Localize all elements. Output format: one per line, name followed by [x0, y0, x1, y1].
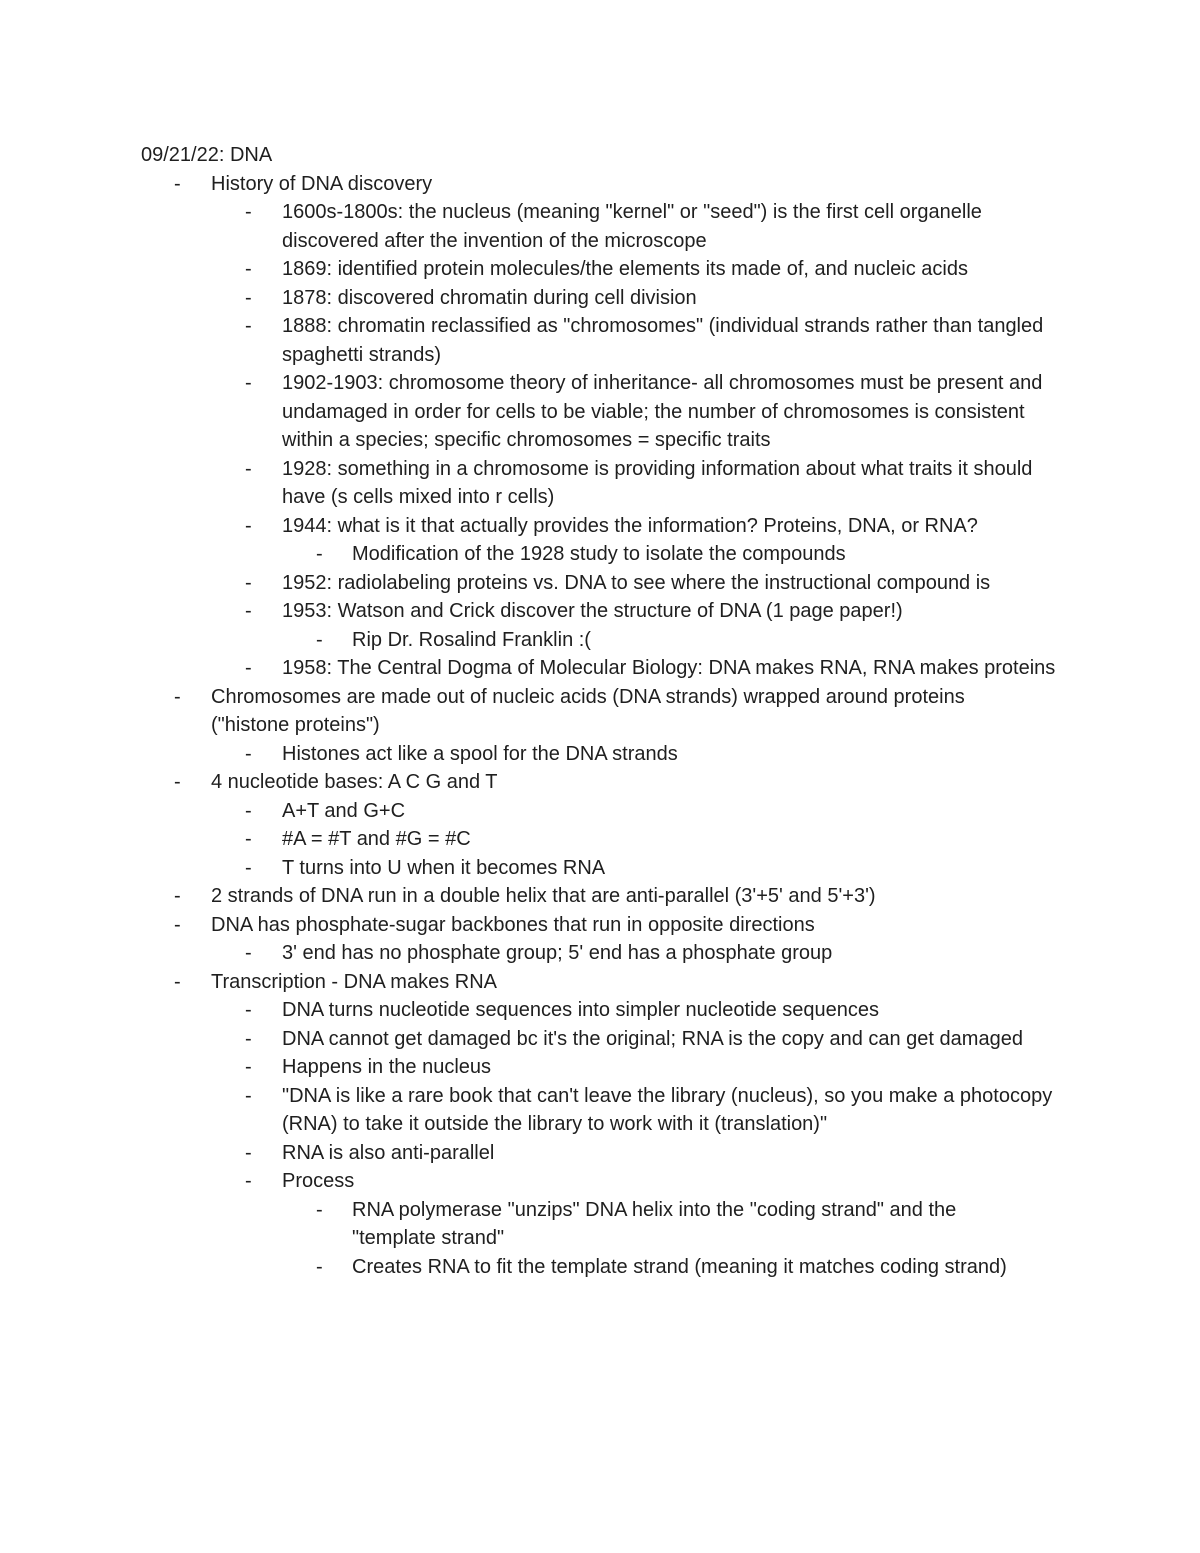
bullet-dash: -: [245, 514, 252, 537]
list-item-text: RNA is also anti-parallel: [282, 1141, 495, 1164]
list-item-text: Transcription - DNA makes RNA: [211, 970, 497, 993]
list-item: [0, 1253, 1200, 1282]
list-item: [0, 1196, 1200, 1253]
list-item: [0, 626, 1200, 655]
list-item-text: 1902-1903: chromosome theory of inheritance- all chromosomes must be present and undamaged in order for cells to be viable; the number of chromosomes is consistent within a species; specific chromosomes = specific traits: [282, 372, 1043, 451]
bullet-dash: -: [174, 172, 181, 195]
list-item-text: "DNA is like a rare book that can't leave the library (nucleus), so you make a photocopy (RNA) to take it outside the library to work with it (translation)": [282, 1084, 1053, 1135]
list-item: [0, 1167, 1200, 1196]
bullet-dash: -: [174, 970, 181, 993]
list-item-text: 1878: discovered chromatin during cell division: [282, 286, 697, 309]
list-item-text: 1953: Watson and Crick discover the structure of DNA (1 page paper!): [282, 600, 903, 622]
list-item-text: RNA polymerase "unzips" DNA helix into the "coding strand" and the "template strand": [352, 1198, 957, 1249]
list-item: [0, 255, 1200, 284]
bullet-dash: -: [174, 771, 181, 793]
list-item-text: Histones act like a spool for the DNA strands: [282, 742, 678, 765]
list-item-text: Modification of the 1928 study to isolate the compounds: [352, 543, 846, 565]
list-item-text: A+T and G+C: [282, 799, 406, 822]
bullet-dash: -: [245, 828, 252, 850]
list-item-text: Process: [282, 1170, 355, 1192]
bullet-dash: -: [245, 856, 252, 879]
list-item: [0, 939, 1200, 968]
bullet-dash: -: [245, 657, 252, 679]
list-item-text: Chromosomes are made out of nucleic acids (DNA strands) wrapped around proteins ("histone proteins"): [211, 685, 965, 736]
list-item-text: 4 nucleotide bases: A C G and T: [211, 771, 498, 793]
list-item-text: Creates RNA to fit the template strand (meaning it matches coding strand): [352, 1255, 1007, 1278]
list-item: [0, 1053, 1200, 1082]
list-item: [0, 854, 1200, 883]
bullet-dash: -: [174, 885, 181, 907]
list-item: [0, 882, 1200, 911]
list-item-text: 1869: identified protein molecules/the elements its made of, and nucleic acids: [282, 258, 968, 280]
bullet-dash: -: [245, 999, 252, 1021]
list-item-text: 2 strands of DNA run in a double helix that are anti-parallel (3'+5' and 5'+3'): [211, 885, 876, 907]
list-item: [0, 455, 1200, 512]
list-item-text: 1928: something in a chromosome is providing information about what traits it should have (s cells mixed into r cells): [282, 457, 1033, 508]
list-item: [0, 825, 1200, 854]
bullet-dash: -: [316, 628, 323, 651]
list-item-text: #A = #T and #G = #C: [282, 828, 471, 850]
bullet-dash: -: [316, 1255, 323, 1278]
list-item-text: History of DNA discovery: [211, 172, 433, 195]
list-item: [0, 512, 1200, 541]
list-item-text: 3' end has no phosphate group; 5' end has a phosphate group: [282, 942, 833, 964]
list-item: [0, 740, 1200, 769]
bullet-dash: -: [245, 1170, 252, 1192]
bullet-dash: -: [245, 315, 252, 337]
bullet-dash: -: [316, 543, 323, 565]
bullet-dash: -: [245, 1027, 252, 1050]
bullet-dash: -: [174, 685, 181, 708]
bullet-dash: -: [316, 1198, 323, 1221]
list-item-text: 1888: chromatin reclassified as "chromosomes" (individual strands rather than tangled spaghetti strands): [282, 315, 1044, 366]
list-item-text: 1952: radiolabeling proteins vs. DNA to see where the instructional compound is: [282, 571, 991, 594]
list-item: [0, 654, 1200, 683]
bullet-dash: -: [245, 201, 252, 223]
list-item: [0, 284, 1200, 313]
list-item: [0, 597, 1200, 626]
bullet-dash: -: [245, 258, 252, 280]
list-item: [0, 996, 1200, 1025]
bullet-dash: -: [245, 1056, 252, 1078]
bullet-outline: [0, 170, 1200, 1282]
list-item: [0, 312, 1200, 369]
list-item: [0, 1082, 1200, 1139]
bullet-dash: -: [245, 1084, 252, 1107]
list-item: [0, 369, 1200, 455]
list-item: [0, 1025, 1200, 1054]
list-item: [0, 683, 1200, 740]
list-item-text: DNA has phosphate-sugar backbones that run in opposite directions: [211, 913, 815, 936]
list-item-text: Rip Dr. Rosalind Franklin :(: [352, 628, 591, 651]
bullet-dash: -: [245, 372, 252, 394]
bullet-dash: -: [174, 913, 181, 936]
bullet-dash: -: [245, 457, 252, 480]
bullet-dash: -: [245, 1141, 252, 1164]
bullet-dash: -: [245, 286, 252, 309]
list-item-text: Happens in the nucleus: [282, 1056, 492, 1078]
list-item-text: 1600s-1800s: the nucleus (meaning "kernel" or "seed") is the first cell organelle discovered after the invention of the microscope: [282, 201, 982, 252]
list-item-text: DNA turns nucleotide sequences into simpler nucleotide sequences: [282, 999, 880, 1021]
list-item: [0, 569, 1200, 598]
list-item-text: DNA cannot get damaged bc it's the original; RNA is the copy and can get damaged: [282, 1027, 1023, 1050]
list-item-text: T turns into U when it becomes RNA: [282, 856, 606, 879]
list-item: [0, 768, 1200, 797]
list-item: [0, 1139, 1200, 1168]
list-item-text: 1944: what is it that actually provides the information? Proteins, DNA, or RNA?: [282, 514, 978, 537]
bullet-dash: -: [245, 600, 252, 622]
bullet-dash: -: [245, 942, 252, 964]
list-item: [0, 911, 1200, 940]
list-item: [0, 968, 1200, 997]
list-item-text: 1958: The Central Dogma of Molecular Biology: DNA makes RNA, RNA makes proteins: [282, 657, 1056, 679]
document-title: 09/21/22: DNA: [141, 144, 273, 166]
list-item: [0, 797, 1200, 826]
list-item: [0, 540, 1200, 569]
bullet-dash: -: [245, 742, 252, 765]
list-item: [0, 198, 1200, 255]
bullet-dash: -: [245, 799, 252, 822]
bullet-dash: -: [245, 571, 252, 594]
list-item: [0, 170, 1200, 199]
